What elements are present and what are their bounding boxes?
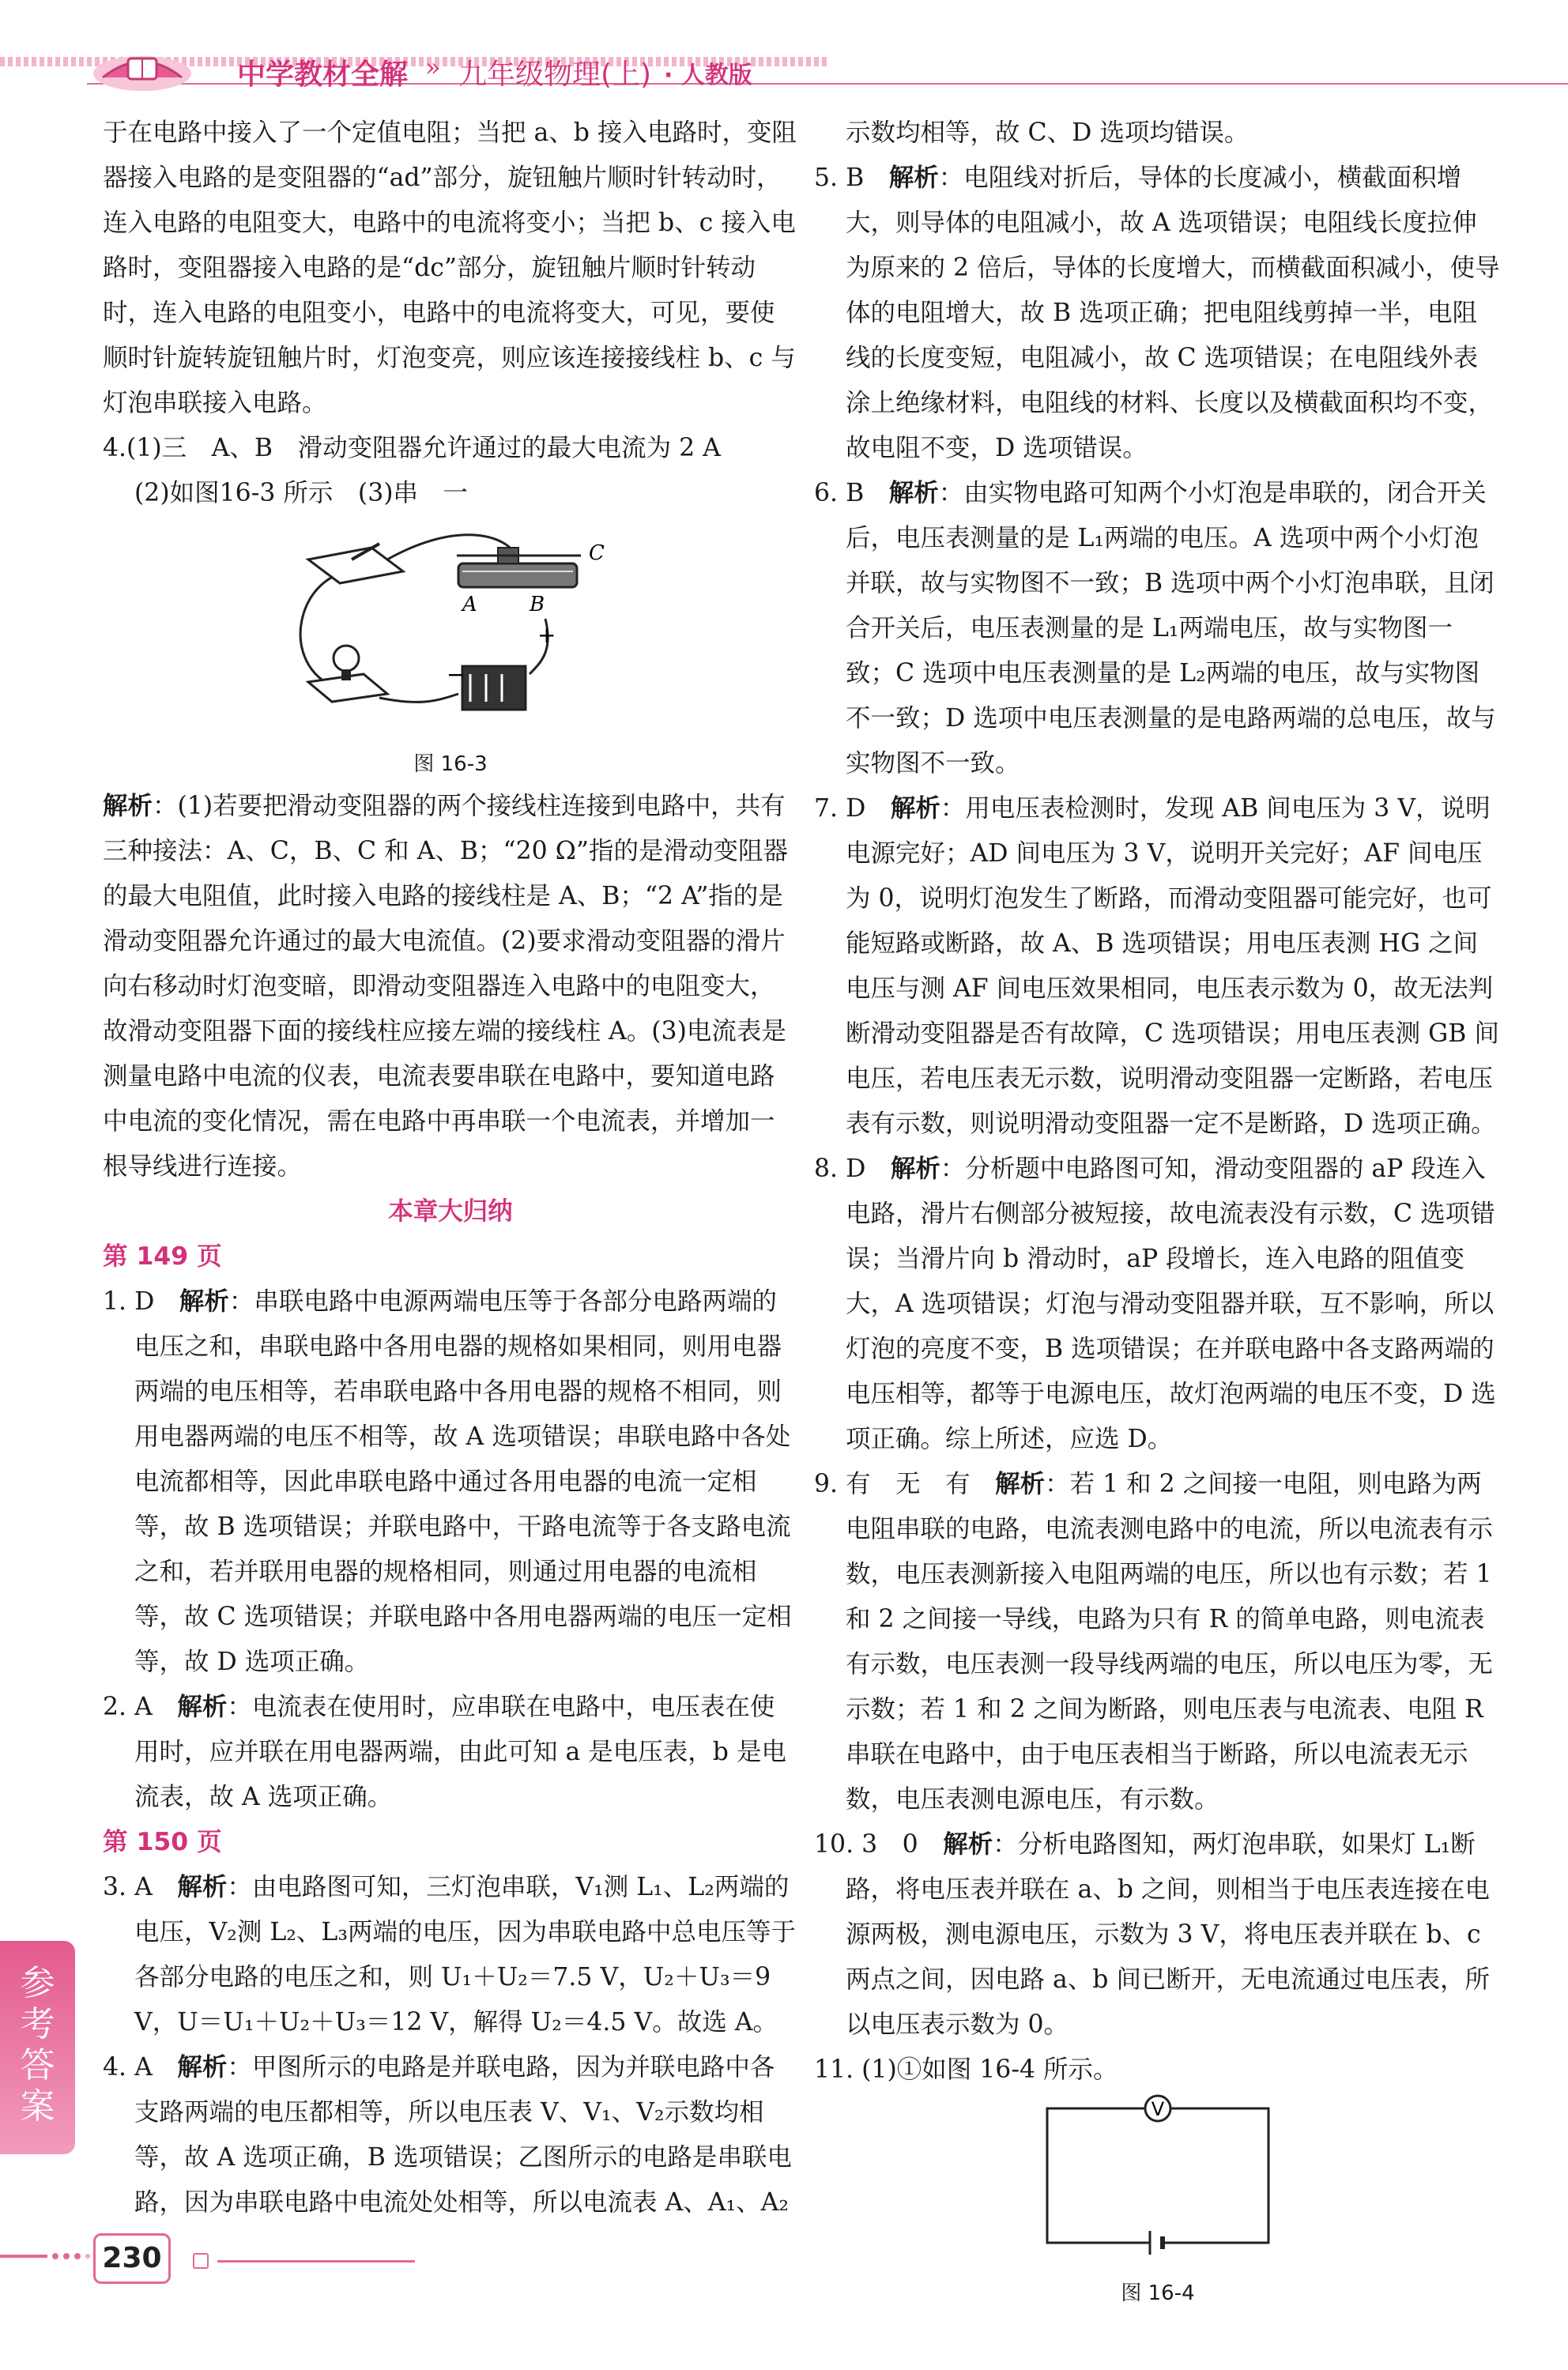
answer-section-tab: [0, 1941, 75, 2154]
answer-head: 10. 3 0: [814, 1830, 944, 1859]
left-column: [103, 111, 798, 2225]
terminal-label-c: C: [589, 541, 605, 565]
circuit-diagram-16-4: [1031, 2093, 1284, 2259]
analysis-label: 解析: [943, 1830, 993, 1859]
side-tab-label: 参考答案: [20, 1963, 55, 2127]
answer-6: [814, 471, 1502, 786]
figure-caption: 图 16-3: [413, 752, 488, 776]
section-title: 本章大归纳: [388, 1197, 513, 1226]
analysis-text: ：电阻线对折后，导体的长度减小，横截面积增大，则导体的电阻减小，故 A 选项错误；电阻线长度拉伸为原来的 2 倍后，导体的长度增大，而横截面积减小，使导体的电阻增大，故 B 选项正确；把电阻线剪掉一半，电阻线的长度变短，电阻减小，故 C 选项错误；在电阻线外表涂上绝缘材料，电阻线的材料、长度以及横截面积均不变，故电阻不变，D 选项错误。: [846, 164, 1500, 462]
analysis-4: [103, 784, 798, 1189]
answer-1: [103, 1279, 798, 1685]
analysis-label: 解析: [890, 1155, 940, 1183]
analysis-label: 解析: [890, 794, 940, 823]
answer-4b: [103, 2045, 798, 2225]
battery-icon: [462, 666, 526, 710]
terminal-label-b: B: [530, 593, 545, 616]
analysis-label: 解析: [177, 1873, 228, 1901]
analysis-text: ：分析题中电路图可知，滑动变阻器的 aP 段连入电路，滑片右侧部分被短接，故电流表没有示数，C 选项错误；当滑片向 b 滑动时，aP 段增长，连入电路的阻值变大，A 选项错误；灯泡与滑动变阻器并联，互不影响，所以灯泡的亮度不变，B 选项错误；在并联电路中各支路两端的电压相等，都等于电源电压，故灯泡两端的电压不变，D 选项正确。综上所述，应选 D。: [846, 1155, 1496, 1453]
circuit-diagram-16-3: [277, 516, 624, 729]
terminal-label-a: A: [462, 593, 477, 616]
analysis-label: 解析: [995, 1470, 1046, 1498]
footer-square-icon: [193, 2253, 209, 2269]
answer-8: [814, 1147, 1502, 1462]
analysis-text: ：(1)若要把滑动变阻器的两个接线柱连接到电路中，共有三种接法：A、C，B、C 和 A、B；“20 Ω”指的是滑动变阻器的最大电阻值，此时接入电路的接线柱是 A、B；“2 A”指的是滑动变阻器允许通过的最大电流值。(2)要求滑动变阻器的滑片向右移动时灯泡变暗，即滑动变阻器连入电路中的电阻变大，故滑动变阻器下面的接线柱应接左端的接线柱 A。(3)电流表是测量电路中电流的仪表，电流表要串联在电路中，要知道电路中电流的变化情况，需在电路中再串联一个电流表，并增加一根导线进行连接。: [103, 792, 788, 1181]
answer-7: [814, 786, 1502, 1147]
subject-title: 九年级物理(上): [458, 58, 652, 91]
analysis-label: 解析: [177, 1693, 228, 1721]
right-column: [814, 111, 1502, 2313]
analysis-label: 解析: [103, 792, 153, 820]
answer-head: 6. B: [814, 479, 889, 507]
figure-caption: 图 16-4: [1121, 2281, 1195, 2305]
answer-4: 4.(1)三 A、B 滑动变阻器允许通过的最大电流为 2 A: [103, 434, 721, 462]
analysis-text: ：串联电路中电源两端电压等于各部分电路两端的电压之和，串联电路中各用电器的规格如果相同，则用电器两端的电压相等，若串联电路中各用电器的规格不相同，则用电器两端的电压不相等，故 A 选项错误；串联电路中各处电流都相等，因此串联电路中通过各用电器的电流一定相等，故 B 选项错误；并联电路中，干路电流等于各支路电流之和，若并联用电器的规格相同，则通过用电器的电流相等，故 C 选项错误；并联电路中各用电器两端的电压一定相等，故 D 选项正确。: [134, 1287, 792, 1676]
answer-head: 8. D: [814, 1155, 891, 1183]
analysis-label: 解析: [179, 1287, 229, 1316]
answer-10: [814, 1822, 1502, 2048]
answer-3: [103, 1865, 798, 2045]
book-logo-icon: [87, 38, 198, 93]
footer-dots-icon: [0, 2252, 95, 2260]
paragraph: 于在电路中接入了一个定值电阻；当把 a、b 接入电路时，变阻器接入电路的是变阻器的“ad”部分，旋钮触片顺时针转动时，连入电路的电阻变大，电路中的电流将变小；当把 b、c 接入电路时，变阻器接入电路的是“dc”部分，旋钮触片顺时针转动时，连入电路的电阻变小，电路中的电流将变大，可见，要使顺时针旋转旋钮触片时，灯泡变亮，则应该连接接线柱 b、c 与灯泡串联接入电路。: [103, 119, 797, 417]
page-reference: 第 149 页: [103, 1242, 222, 1271]
answer-head: 3. A: [103, 1873, 178, 1901]
voltmeter-label: V: [1151, 2098, 1165, 2120]
analysis-label: 解析: [177, 2053, 228, 2082]
analysis-text: ：电流表在使用时，应串联在电路中，电压表在使用时，应并联在用电器两端，由此可知 a 是电压表，b 是电流表，故 A 选项正确。: [134, 1693, 786, 1811]
answer-head: 7. D: [814, 794, 891, 823]
edition-label: · 人教版: [664, 62, 752, 89]
footer-rule: [217, 2260, 415, 2263]
analysis-text: ：由实物电路可知两个小灯泡是串联的，闭合开关后，电压表测量的是 L₁两端的电压。A 选项中两个小灯泡并联，故与实物图不一致；B 选项中两个小灯泡串联，且闭合开关后，电压表测量的是 L₁两端电压，故与实物图一致；C 选项中电压表测量的是 L₂两端的电压，故与实物图不一致；D 选项中电压表测量的是电路两端的总电压，故与实物图不一致。: [846, 479, 1496, 778]
paragraph: 示数均相等，故 C、D 选项均错误。: [846, 119, 1250, 147]
figure-16-4: [814, 2093, 1502, 2274]
page-number: 230: [93, 2233, 171, 2284]
analysis-text: ：分析电路图知，两灯泡串联，如果灯 L₁断路，将电压表并联在 a、b 之间，则相当于电压表连接在电源两极，测电源电压，示数为 3 V，将电压表并联在 b、c 两点之间，因电路 a、b 间已断开，无电流通过电压表，所以电压表示数为 0。: [846, 1830, 1490, 2039]
figure-16-3: [103, 516, 798, 744]
rheostat-coil: [458, 563, 577, 587]
analysis-text: ：由电路图可知，三灯泡串联，V₁测 L₁、L₂两端的电压，V₂测 L₂、L₃两端的电压，因为串联电路中总电压等于各部分电路的电压之和，则 U₁＋U₂＝7.5 V，U₂＋U₃＝9 V，U＝U₁＋U₂＋U₃＝12 V，解得 U₂＝4.5 V。故选 A。: [134, 1873, 796, 2037]
answer-5: [814, 156, 1502, 471]
answer-head: 5. B: [814, 164, 889, 192]
answer-9: [814, 1462, 1502, 1822]
circuit-wire: [1047, 2108, 1268, 2243]
analysis-text: ：若 1 和 2 之间接一电阻，则电路为两电阻串联的电路，电流表测电路中的电流，所以电流表有示数，电压表测新接入电阻两端的电压，所以也有示数；若 1 和 2 之间接一导线，电路为只有 R 的简单电路，则电流表有示数，电压表测一段导线两端的电压，所以电压为零，无示数；若 1 和 2 之间为断路，则电压表与电流表、电阻 R 串联在电路中，由于电压表相当于断路，所以电流表无示数，电压表测电源电压，有示数。: [846, 1470, 1494, 1814]
analysis-label: 解析: [888, 479, 939, 507]
analysis-label: 解析: [888, 164, 939, 192]
answer-head: 9. 有 无 有: [814, 1470, 996, 1498]
page-header: [0, 0, 1568, 95]
battery-plus: +: [537, 622, 556, 648]
page-reference: 第 150 页: [103, 1828, 222, 1856]
battery-minus: −: [447, 661, 466, 688]
answer-head: 2. A: [103, 1693, 178, 1721]
analysis-text: ：甲图所示的电路是并联电路，因为并联电路中各支路两端的电压都相等，所以电压表 V、V₁、V₂示数均相等，故 A 选项正确，B 选项错误；乙图所示的电路是串联电路，因为串联电路中电流处处相等，所以电流表 A、A₁、A₂: [134, 2053, 792, 2217]
answer-2: [103, 1685, 798, 1820]
switch-base: [308, 548, 403, 583]
header-separator-icon: »: [425, 52, 441, 82]
answer-4-part: (2)如图16-3 所示 (3)串 一: [134, 479, 469, 507]
bulb-icon: [334, 646, 359, 671]
analysis-text: ：用电压表检测时，发现 AB 间电压为 3 V，说明电源完好；AD 间电压为 3 V，说明开关完好；AF 间电压为 0，说明灯泡发生了断路，而滑动变阻器可能完好，也可能短路或断路，故 A、B 选项错误；用电压表测 HG 之间电压与测 AF 间电压效果相同，电压表示数为 0，故无法判断滑动变阻器是否有故障，C 选项错误；用电压表测 GB 间电压，若电压表无示数，说明滑动变阻器一定断路，若电压表有示数，则说明滑动变阻器一定不是断路，D 选项正确。: [846, 794, 1499, 1138]
answer-head: 1. D: [103, 1287, 179, 1316]
answer-11: 11. (1)①如图 16-4 所示。: [814, 2055, 1118, 2084]
book-title: 中学教材全解: [237, 58, 409, 91]
answer-head: 4. A: [103, 2053, 178, 2082]
